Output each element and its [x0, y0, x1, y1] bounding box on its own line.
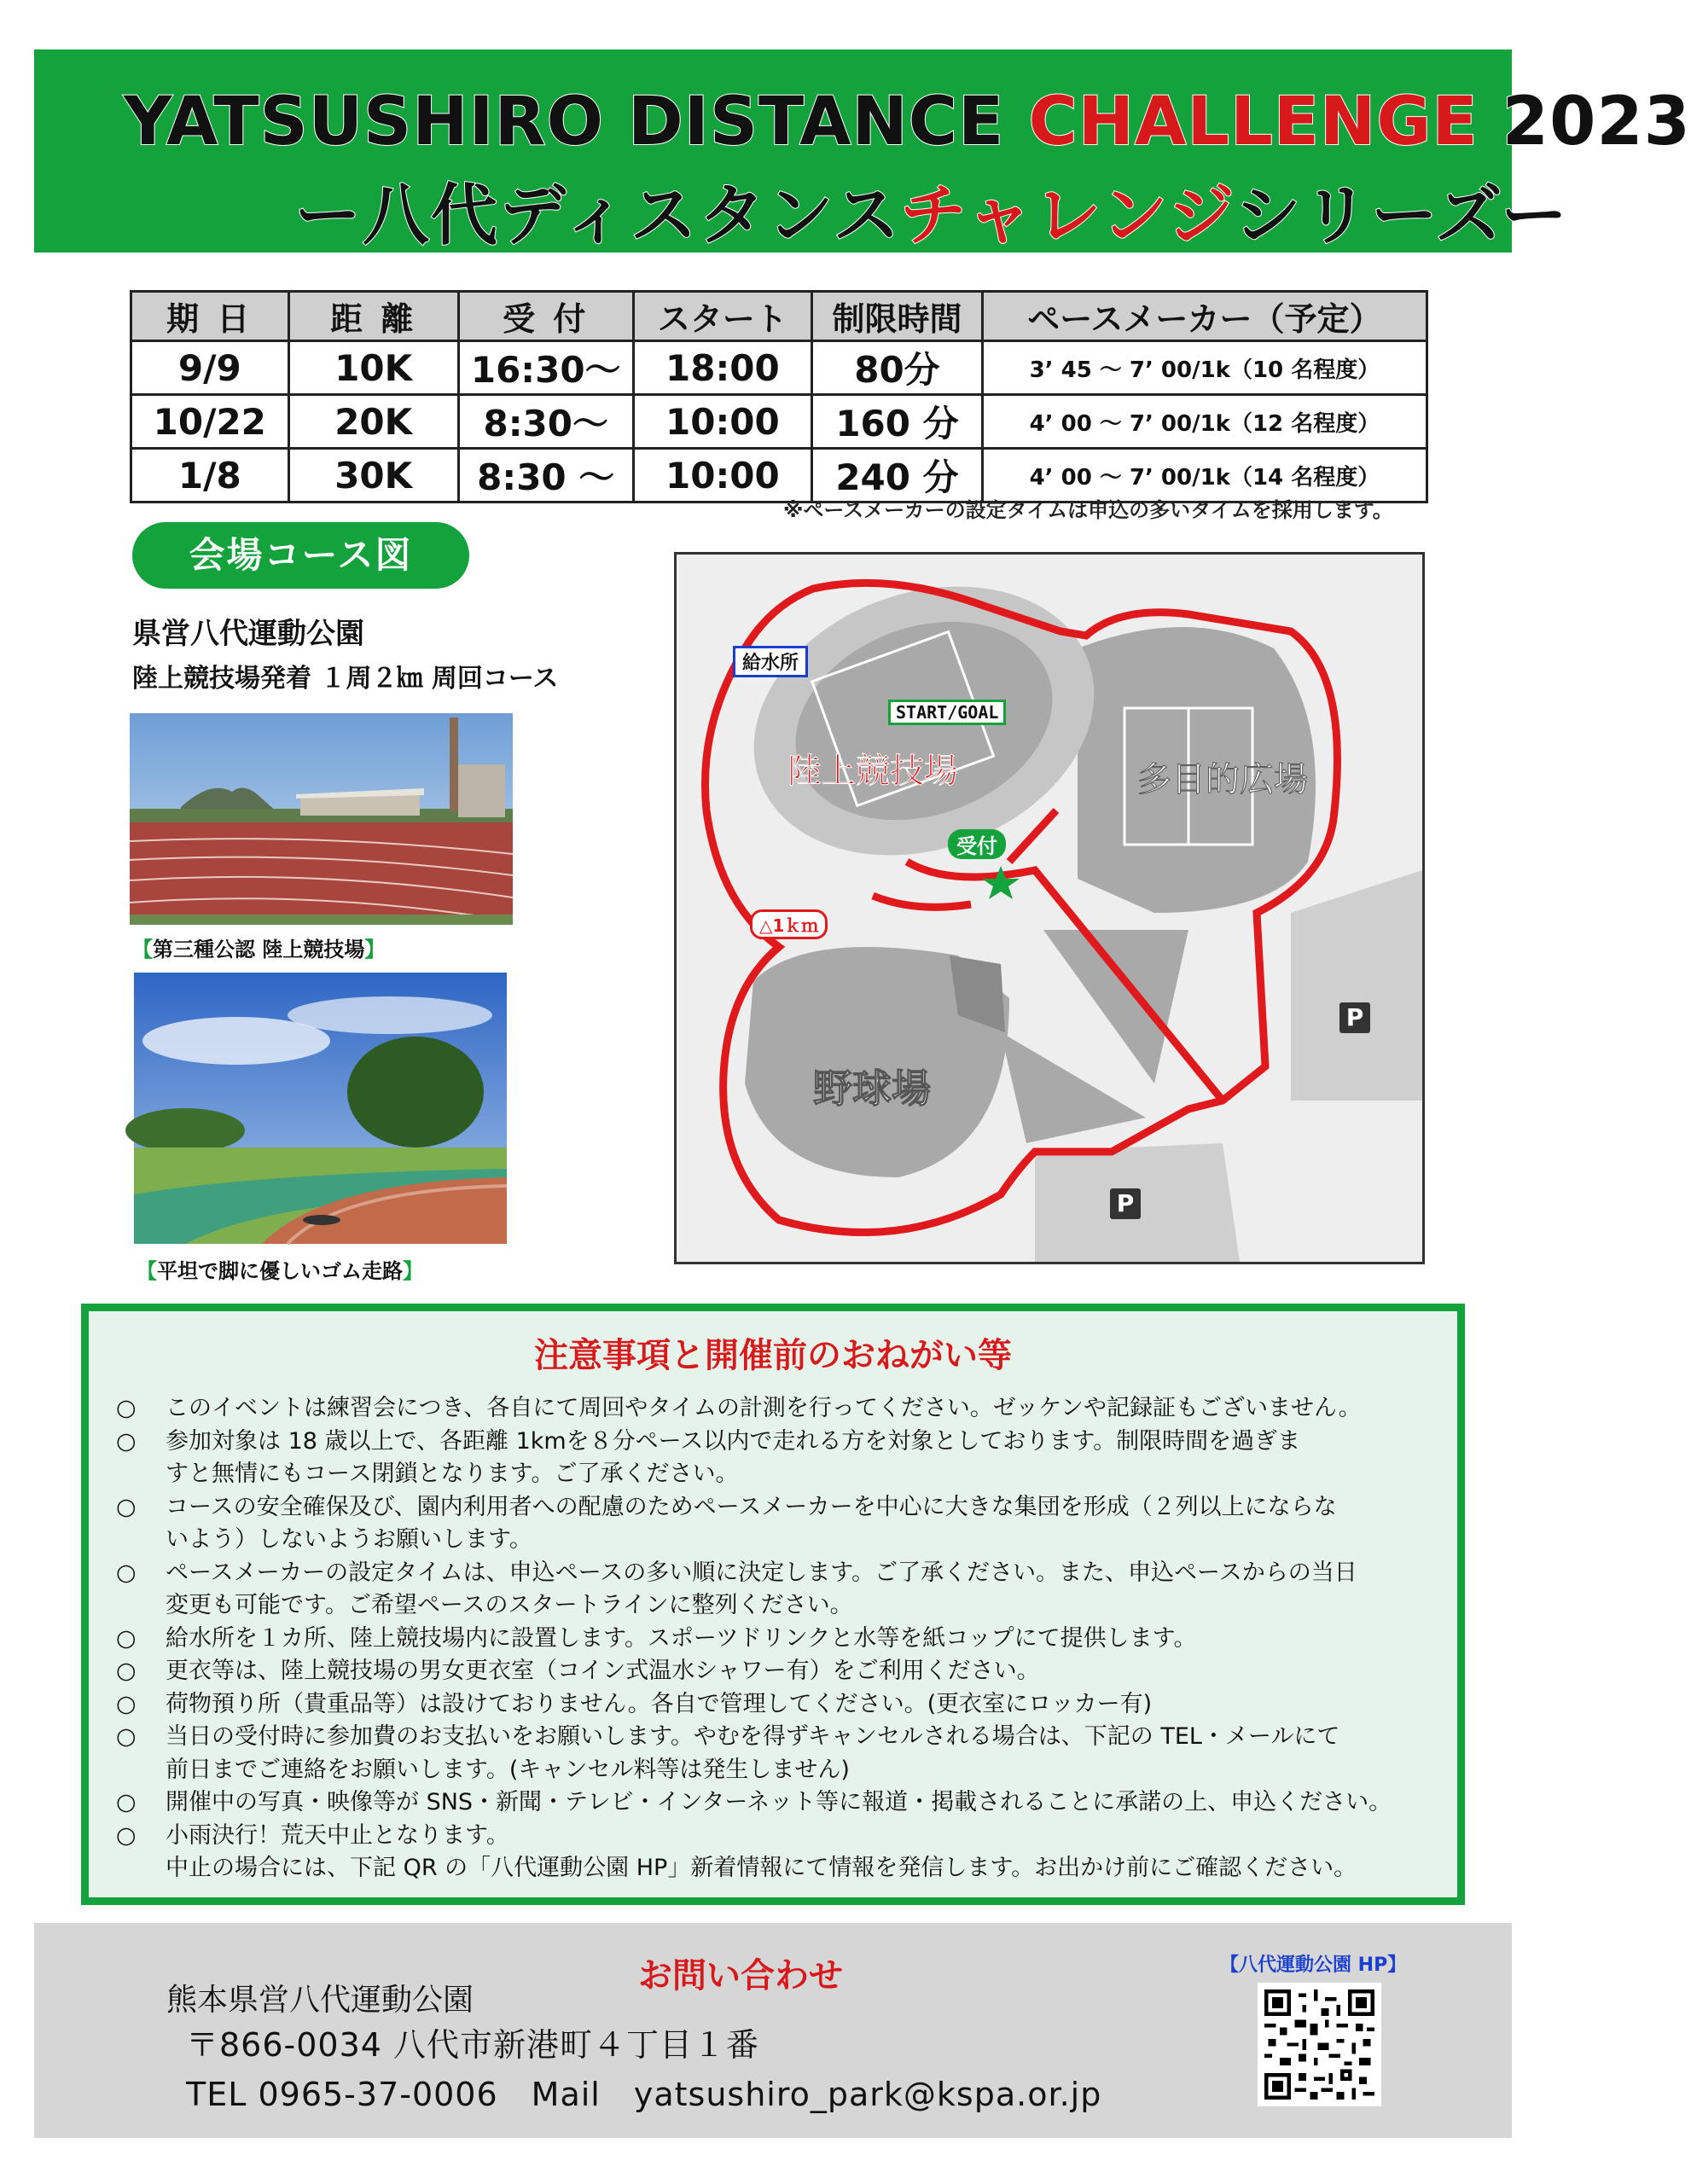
cell-pace: 4’ 00 ～ 7’ 00/1k（12 名程度） [982, 395, 1427, 449]
stadium-photo [130, 713, 513, 925]
note-text: 当日の受付時に参加費のお支払いをお願いします。やむを得ずキャンセルされる場合は、下記の TEL・メールにて 前日までご連絡をお願いします。(キャンセル料等は発生しません) [166, 1723, 1340, 1783]
cell-limit: 160 分 [812, 395, 983, 449]
bullet-icon: ○ [116, 1427, 137, 1455]
contact-title: お問い合わせ [638, 1956, 843, 1995]
bracket-open: 【 [132, 938, 153, 961]
cell-date: 9/9 [131, 341, 289, 395]
cell-date: 10/22 [131, 395, 289, 449]
bracket-close: 】 [403, 1259, 423, 1283]
title-english [124, 84, 1691, 160]
course-map [674, 552, 1425, 1264]
note-text: コースの安全確保及び、園内利用者への配慮のためペースメーカーを中心に大きな集団を形成（２列以上にならな いよう）しないようお願いします。 [166, 1493, 1337, 1553]
stadium-caption-text: 第三種公認 陸上競技場 [153, 938, 365, 961]
header-date: 期 日 [131, 292, 289, 341]
qr-label: 【八代運動公園 HP】 [1220, 1955, 1407, 1976]
list-item [116, 1557, 1392, 1623]
cell-date: 1/8 [131, 449, 289, 502]
venue-name: 県営八代運動公園 [132, 617, 364, 651]
cell-pace: 4’ 00 ～ 7’ 00/1k（14 名程度） [982, 449, 1427, 502]
notes-list [116, 1392, 1392, 1885]
field-label: 多目的広場 [1137, 760, 1308, 799]
notes-title: 注意事項と開催前のおねがい等 [534, 1336, 1012, 1375]
title-jp-challenge: チャレンジ [899, 177, 1235, 254]
bracket-open: 【 [137, 1259, 157, 1283]
header-reception: 受 付 [458, 292, 633, 341]
title-en-part1: YATSUSHIRO DISTANCE [124, 84, 1029, 160]
title-en-year: 2023 [1478, 84, 1691, 160]
course-section-title: 会場コース図 [132, 522, 469, 589]
list-item [116, 1721, 1392, 1786]
note-text: 開催中の写真・映像等が SNS・新聞・テレビ・インターネット等に報道・掲載されることに承諾の上、申込ください。 [166, 1789, 1392, 1815]
water-station-label: 給水所 [733, 646, 808, 677]
cell-limit: 80分 [812, 341, 983, 395]
cell-reception: 8:30～ [458, 395, 633, 449]
cell-start: 18:00 [633, 341, 812, 395]
track-label: 陸上競技場 [787, 752, 958, 791]
schedule-table [130, 290, 1428, 503]
table-row [131, 395, 1427, 449]
cell-pace: 3’ 45 ～ 7’ 00/1k（10 名程度） [982, 341, 1427, 395]
table-row [131, 341, 1427, 395]
header-pacemaker: ペースメーカー（予定） [982, 292, 1427, 341]
bracket-close: 】 [364, 938, 386, 961]
running-path-photo [134, 973, 507, 1244]
note-text: ペースメーカーの設定タイムは、申込ペースの多い順に決定します。ご了承ください。また、申込ペースからの当日 変更も可能です。ご希望ペースのスタートラインに整列ください。 [166, 1559, 1357, 1618]
cell-reception: 8:30 ～ [458, 449, 633, 502]
venue-course-description: 陸上競技場発着 １周２㎞ 周回コース [132, 664, 559, 694]
parking-icon: P [1116, 1189, 1135, 1217]
title-jp-part3: シリーズー [1234, 177, 1569, 254]
bullet-icon: ○ [116, 1658, 137, 1684]
bullet-icon: ○ [116, 1559, 137, 1586]
header-limit: 制限時間 [812, 292, 983, 341]
schedule-header-row [131, 292, 1427, 341]
tel-and-mail[interactable]: TEL 0965-37-0006 Mail yatsushiro_park@kspa.or.jp [186, 2076, 1102, 2113]
km-marker-label: △1ｋｍ [750, 909, 828, 939]
note-text: 小雨決行！荒天中止となります。 中止の場合には、下記 QR の「八代運動公園 HP」新着情報にて情報を発信します。お出かけ前にご確認ください。 [166, 1821, 1357, 1881]
title-japanese [294, 162, 1569, 258]
qr-code-pattern [1264, 1989, 1374, 2100]
bullet-icon: ○ [116, 1821, 137, 1849]
list-item [116, 1655, 1392, 1688]
cell-distance: 30K [288, 449, 458, 502]
cell-start: 10:00 [633, 449, 812, 502]
note-text: 荷物預り所（貴重品等）は設けておりません。各自で管理してください。(更衣室にロッカー有) [166, 1690, 1153, 1717]
note-text: 参加対象は 18 歳以上で、各距離 1kmを８分ペース以内で走れる方を対象としております。制限時間を過ぎま すと無情にもコース閉鎖となります。ご了承ください。 [166, 1427, 1301, 1487]
notes-box [81, 1304, 1465, 1905]
organization-name: 熊本県営八代運動公園 [166, 1983, 474, 2018]
note-text: このイベントは練習会につき、各自にて周回やタイムの計測を行ってください。ゼッケンや記録証もございません。 [166, 1395, 1362, 1421]
baseball-label: 野球場 [813, 1066, 931, 1112]
bullet-icon: ○ [116, 1493, 137, 1520]
qr-code-icon[interactable] [1258, 1983, 1381, 2106]
bullet-icon: ○ [116, 1789, 137, 1815]
schedule-note: ※ペースメーカーの設定タイムは申込の多いタイムを採用します。 [783, 498, 1393, 522]
list-item [116, 1623, 1392, 1656]
list-item [116, 1392, 1392, 1426]
postal-address: 〒866-0034 八代市新港町４丁目１番 [186, 2026, 760, 2064]
reception-label: 受付 [948, 829, 1006, 859]
list-item [116, 1786, 1392, 1820]
cell-start: 10:00 [633, 395, 812, 449]
title-en-challenge: CHALLENGE [1028, 84, 1479, 160]
list-item [116, 1820, 1392, 1885]
bullet-icon: ○ [116, 1624, 137, 1652]
cell-limit: 240 分 [812, 449, 983, 502]
note-text: 給水所を１カ所、陸上競技場内に設置します。スポーツドリンクと水等を紙コップにて提供します。 [166, 1624, 1197, 1652]
list-item [116, 1688, 1392, 1722]
stadium-caption [132, 932, 385, 962]
cell-reception: 16:30～ [458, 341, 633, 395]
stadium-illustration [130, 713, 513, 925]
contact-footer [34, 1923, 1512, 2138]
note-text: 更衣等は、陸上競技場の男女更衣室（コイン式温水シャワー有）をご利用ください。 [166, 1658, 1040, 1684]
bullet-icon: ○ [116, 1395, 137, 1421]
cell-distance: 20K [288, 395, 458, 449]
header-distance: 距 離 [288, 292, 458, 341]
parking-icon: P [1345, 1003, 1364, 1031]
list-item [116, 1426, 1392, 1491]
title-banner [34, 49, 1691, 254]
path-caption [137, 1254, 423, 1284]
cell-distance: 10K [288, 341, 458, 395]
list-item [116, 1491, 1392, 1557]
bullet-icon: ○ [116, 1690, 137, 1717]
bullet-icon: ○ [116, 1723, 137, 1750]
start-goal-label: START/GOAL [888, 700, 1006, 725]
title-jp-part1: ー八代ディスタンス [294, 177, 900, 254]
path-illustration [134, 973, 507, 1244]
path-caption-text: 平坦で脚に優しいゴム走路 [157, 1259, 403, 1283]
header-start: スタート [633, 292, 812, 341]
